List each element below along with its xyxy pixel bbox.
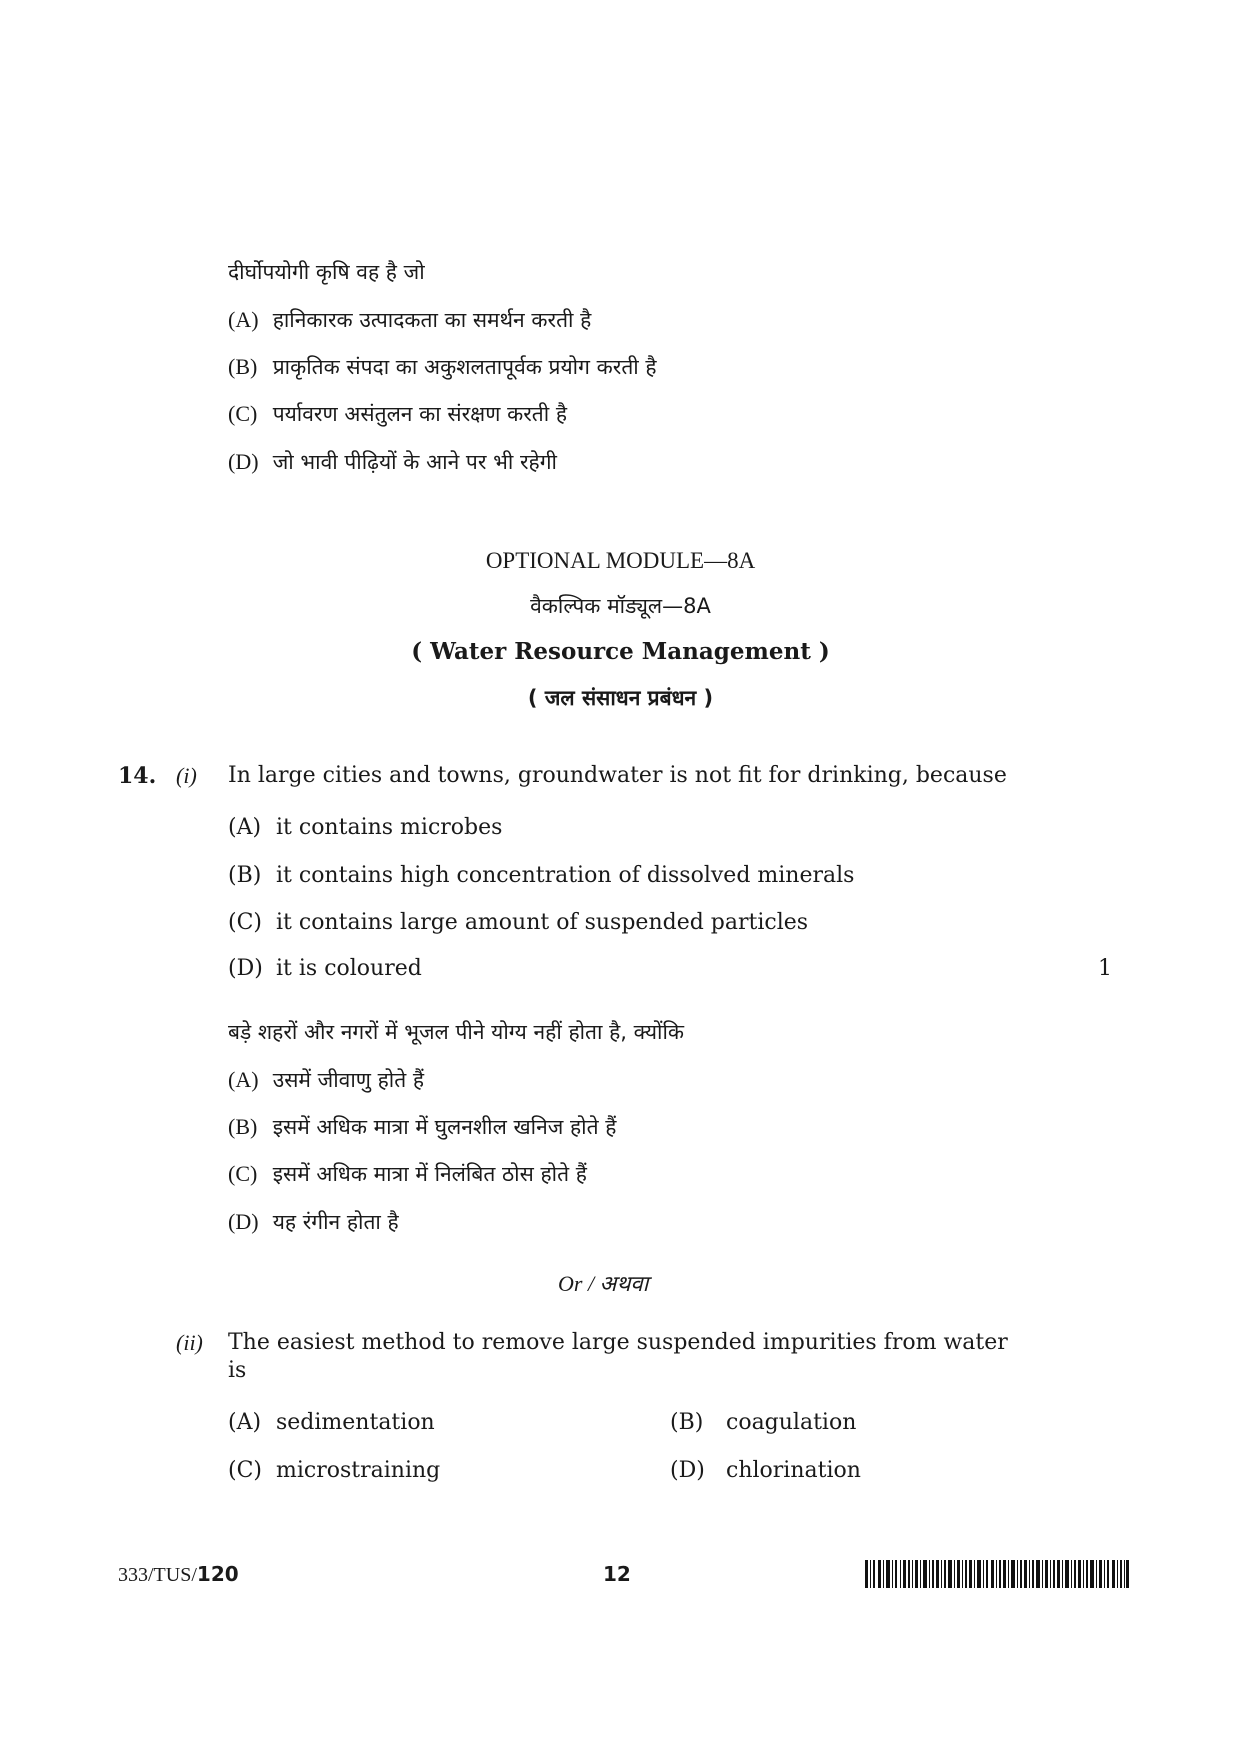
part-ii-option-d (670, 1458, 861, 1483)
option-text: it contains high concentration of dissolved minerals (276, 863, 855, 888)
option-label: (C) (228, 1458, 262, 1483)
part-i-option-b-en (228, 863, 854, 888)
option-text: इसमें अधिक मात्रा में घुलनशील खनिज होते हैं (272, 1115, 617, 1139)
option-text: हानिकारक उत्पादकता का समर्थन करती है (272, 308, 592, 332)
option-label: (C) (228, 401, 258, 426)
or-divider: Or / अथवा (558, 1271, 649, 1296)
option-label: (B) (228, 1114, 258, 1139)
part-i-option-c-hi (228, 1160, 587, 1188)
option-text: उसमें जीवाणु होते हैं (272, 1068, 425, 1092)
option-text: coagulation (726, 1410, 857, 1435)
option-text: it contains microbes (276, 815, 503, 840)
option-label: (D) (670, 1458, 705, 1483)
marks: 1 (1098, 956, 1112, 981)
option-label: (A) (228, 1067, 259, 1092)
page-number: 12 (603, 1562, 631, 1586)
prev-option-c (228, 400, 567, 428)
option-text: इसमें अधिक मात्रा में निलंबित ठोस होते हैं (272, 1162, 587, 1186)
prev-option-d (228, 448, 557, 476)
part-ii-option-b (670, 1410, 856, 1435)
module-subject-hi: ( जल संसाधन प्रबंधन ) (527, 686, 714, 710)
option-text: पर्यावरण असंतुलन का संरक्षण करती है (272, 402, 568, 426)
part-i-option-b-hi (228, 1113, 616, 1141)
option-label: (B) (228, 354, 258, 379)
paper-code-number: 120 (196, 1562, 239, 1586)
option-label: (A) (228, 307, 259, 332)
prev-question-stem: दीर्घोपयोगी कृषि वह है जो (228, 260, 425, 284)
part-i-stem-en: In large cities and towns, groundwater is not fit for drinking, because (228, 763, 1007, 788)
part-ii-label: (ii) (176, 1330, 203, 1355)
question-number: 14. (118, 763, 157, 789)
barcode-icon (865, 1560, 1129, 1588)
paper-code-prefix: 333/TUS/ (118, 1564, 197, 1586)
paper-code (118, 1562, 239, 1587)
module-title-hi: वैकल्पिक मॉड्यूल—8A (530, 594, 711, 618)
prev-option-b (228, 353, 657, 381)
part-i-option-a-hi (228, 1066, 424, 1094)
part-ii-stem-line1: The easiest method to remove large suspended impurities from water (228, 1330, 1008, 1355)
option-text: chlorination (726, 1458, 861, 1483)
module-title-en: OPTIONAL MODULE—8A (485, 548, 756, 573)
option-label: (D) (228, 1209, 259, 1234)
option-label: (D) (228, 956, 263, 981)
option-label: (B) (670, 1410, 704, 1435)
option-label: (B) (228, 863, 262, 888)
part-i-option-c-en (228, 910, 808, 935)
part-i-label: (i) (176, 763, 197, 788)
option-label: (A) (228, 1410, 262, 1435)
option-label: (A) (228, 815, 262, 840)
option-text: it contains large amount of suspended particles (276, 910, 809, 935)
module-subject-en: ( Water Resource Management ) (411, 638, 830, 665)
option-text: प्राकृतिक संपदा का अकुशलतापूर्वक प्रयोग करती है (272, 355, 657, 379)
part-i-option-a-en (228, 815, 502, 840)
option-text: sedimentation (276, 1410, 435, 1435)
option-label: (D) (228, 449, 259, 474)
prev-option-a (228, 306, 591, 334)
part-ii-option-a (228, 1410, 435, 1435)
part-i-option-d-en (228, 956, 422, 981)
option-text: microstraining (276, 1458, 441, 1483)
part-ii-option-c (228, 1458, 440, 1483)
part-i-stem-hi: बड़े शहरों और नगरों में भूजल पीने योग्य नहीं होता है, क्योंकि (228, 1020, 685, 1044)
option-text: यह रंगीन होता है (272, 1210, 399, 1234)
part-ii-stem-line2: is (228, 1358, 247, 1383)
option-text: it is coloured (276, 956, 422, 981)
option-label: (C) (228, 910, 262, 935)
part-i-option-d-hi (228, 1208, 399, 1236)
option-label: (C) (228, 1161, 258, 1186)
option-text: जो भावी पीढ़ियों के आने पर भी रहेगी (272, 450, 557, 474)
